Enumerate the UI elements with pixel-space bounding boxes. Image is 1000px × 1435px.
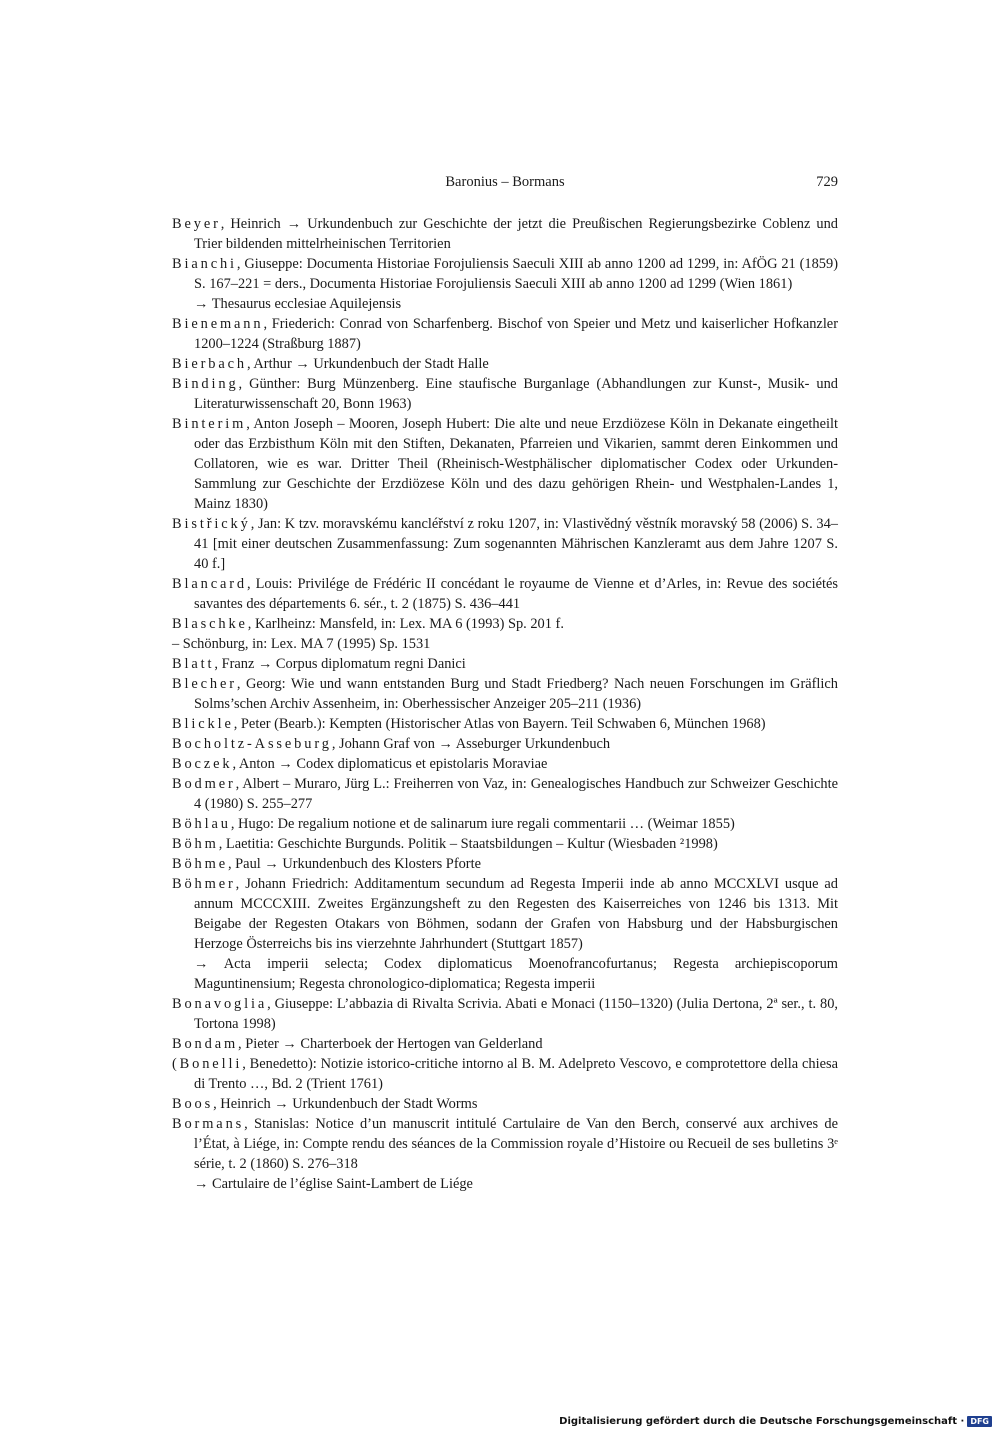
- bibliography-entry: [172, 714, 838, 734]
- cross-reference: → Cartulaire de l’église Saint-Lambert de Liége: [194, 1176, 473, 1192]
- bibliography-entry: [172, 1094, 838, 1114]
- author-name: Binding: [172, 376, 239, 392]
- entry-text: , Georg: Wie und wann entstanden Burg und Stadt Friedberg? Nach neuen Forschungen im Gräflich Solms’schen Archiv Assenheim, in: Oberhessischer Anzeiger 205–211 (1936): [194, 676, 838, 712]
- author-name: Bormans: [172, 1116, 245, 1132]
- entry-text: , Johann Graf von → Asseburger Urkundenbuch: [331, 736, 611, 752]
- author-name: Blickle: [172, 716, 234, 732]
- bibliography-entry: [172, 354, 838, 374]
- entry-text: , Louis: Privilége de Frédéric II concédant le royaume de Vienne et d’Arles, in: Revue des sociétés savantes des départements 6. sér., t. 2 (1875) S. 436–441: [194, 576, 838, 612]
- bibliography-entry: [172, 674, 838, 714]
- author-name: Binterim: [172, 416, 247, 432]
- entry-text: , Karlheinz: Mansfeld, in: Lex. MA 6 (1993) Sp. 201 f.: [247, 616, 564, 632]
- author-name: Blancard: [172, 576, 247, 592]
- bibliography-entry: [172, 1034, 838, 1054]
- entry-text: , Laetitia: Geschichte Burgunds. Politik – Staatsbildungen – Kultur (Wiesbaden ²1998): [218, 836, 718, 852]
- bibliography-entry: [172, 774, 838, 814]
- author-name: Boos: [172, 1096, 214, 1112]
- page-number: 729: [816, 174, 838, 190]
- bibliography-entry: [172, 414, 838, 514]
- bibliography-entry: [172, 754, 838, 774]
- author-name: Blecher: [172, 676, 237, 692]
- entry-text: , Arthur → Urkundenbuch der Stadt Halle: [246, 356, 489, 372]
- bibliography-entry: [172, 994, 838, 1034]
- entry-text: , Stanislas: Notice d’un manuscrit intitulé Cartulaire de Van den Berch, conservé aux archives de l’État, à Liége, in: Compte rendu des séances de la Commission royale d’Histoire ou Recueil de ses bulletins 3ᵉ série, t. 2 (1860) S. 276–318: [194, 1116, 838, 1172]
- bibliography-entry: [172, 214, 838, 254]
- running-header: [172, 174, 838, 196]
- entry-text: , Heinrich → Urkundenbuch der Stadt Worms: [213, 1096, 478, 1112]
- author-name: Beyer: [172, 216, 221, 232]
- entry-text: , Jan: K tzv. moravskému kancléřství z roku 1207, in: Vlastivědný věstník moravský 58 (2006) S. 34–41 [mit einer deutschen Zusammenfassung: Zum sogenannten Mährischen Kanzleramt aus dem Jahre 1207 S. 40 f.]: [194, 516, 838, 572]
- author-name: Boczek: [172, 756, 233, 772]
- bibliography-entry: [172, 634, 838, 654]
- bibliography-entry: [172, 614, 838, 634]
- entry-text: , Anton Joseph – Mooren, Joseph Hubert: Die alte und neue Erzdiözese Köln in Dekanate eingetheilt oder das Erzbisthum Köln mit den Stiften, Dekanaten, Pfarreien und Vikarien, sammt deren Einkommen und Collatoren, wie es war. Dritter Theil (Rheinisch-Westphälischer diplomatischer Codex oder Urkunden-Sammlung zur Geschichte der Erzdiözese Köln und des dazu gehörigen Rhein- und Westphalen-Landes 1, Mainz 1830): [194, 416, 838, 512]
- bibliography-entry: [172, 374, 838, 414]
- author-name: Bodmer: [172, 776, 236, 792]
- entry-text: , Friederich: Conrad von Scharfenberg. Bischof von Speier und Metz und kaiserlicher Hofkanzler 1200–1224 (Straßburg 1887): [194, 316, 838, 352]
- author-name: Böhmer: [172, 876, 236, 892]
- funding-footer: [559, 1416, 992, 1427]
- entry-text: , Pieter → Charterboek der Hertogen van Gelderland: [238, 1036, 543, 1052]
- bibliography-entry: [172, 574, 838, 614]
- entry-text: , Johann Friedrich: Additamentum secundum ad Regesta Imperii inde ab anno MCCXLVI usque ad annum MCCCXIII. Zweites Ergänzungsheft zu den Regesten des Kaiserreiches von 1246 bis 1313. Mit Beigabe der Regesten Otakars von Böhmen, sodann der Grafen von Habsburg und der Habsburgischen Herzoge Österreichs bis ins vierzehnte Jahrhundert (Stuttgart 1857): [194, 876, 838, 952]
- dfg-logo: DFG: [967, 1416, 992, 1427]
- bibliography-entry: [172, 314, 838, 354]
- bibliography-entry: [172, 294, 838, 314]
- entry-text: , Benedetto): Notizie istorico-critiche intorno al B. M. Adelpreto Vescovo, e comprotettore della chiesa di Trento …, Bd. 2 (Trient 1761): [194, 1056, 838, 1092]
- entry-text: , Hugo: De regalium notione et de salinarum iure regali commentarii … (Weimar 1855): [230, 816, 735, 832]
- author-name: Böhlau: [172, 816, 231, 832]
- author-name: Böhme: [172, 856, 228, 872]
- footer-text: Digitalisierung gefördert durch die Deutsche Forschungsgemeinschaft ·: [559, 1416, 965, 1427]
- author-name: Blatt: [172, 656, 215, 672]
- author-name: Bondam: [172, 1036, 239, 1052]
- entry-text: , Heinrich → Urkundenbuch zur Geschichte der jetzt die Preußischen Regierungsbezirke Coblenz und Trier bildenden mittelrheinischen Territorien: [194, 216, 838, 252]
- bibliography-entry: [172, 654, 838, 674]
- author-name: Bonavoglia: [172, 996, 268, 1012]
- running-title: Baronius – Bormans: [445, 174, 565, 190]
- entry-text: , Anton → Codex diplomaticus et epistolaris Moraviae: [232, 756, 548, 772]
- bibliography-entry: [172, 1054, 838, 1094]
- author-name: Blaschke: [172, 616, 248, 632]
- author-name: Bierbach: [172, 356, 247, 372]
- entry-text: – Schönburg, in: Lex. MA 7 (1995) Sp. 1531: [172, 636, 431, 652]
- entry-text: , Peter (Bearb.): Kempten (Historischer Atlas von Bayern. Teil Schwaben 6, München 1968): [233, 716, 766, 732]
- bibliography-entry: [172, 1114, 838, 1194]
- author-name: Bianchi: [172, 256, 237, 272]
- bibliography-entry: [172, 514, 838, 574]
- entry-text: , Albert – Muraro, Jürg L.: Freiherren von Vaz, in: Genealogisches Handbuch zur Schweizer Geschichte 4 (1980) S. 255–277: [194, 776, 838, 812]
- entry-text: , Giuseppe: Documenta Historiae Forojuliensis Saeculi XIII ab anno 1200 ad 1299, in: AfÖG 21 (1859) S. 167–221 = ders., Documenta Historiae Forojuliensis Saeculi XIII ab anno 1200 ad 1299 (Wien 1861): [194, 256, 838, 292]
- entry-text: , Günther: Burg Münzenberg. Eine staufische Burganlage (Abhandlungen zur Kunst-, Musik- und Literaturwissenschaft 20, Bonn 1963): [194, 376, 838, 412]
- author-name: Böhm: [172, 836, 219, 852]
- bibliography-entry: [172, 734, 838, 754]
- entry-text: → Thesaurus ecclesiae Aquilejensis: [194, 296, 402, 312]
- entry-text: , Giuseppe: L’abbazia di Rivalta Scrivia. Abati e Monaci (1150–1320) (Julia Dertona, 2ª ser., t. 80, Tortona 1998): [194, 996, 838, 1032]
- bibliography-entry: [172, 854, 838, 874]
- author-name: Bocholtz-Asseburg: [172, 736, 332, 752]
- author-name: Bistřický: [172, 516, 251, 532]
- entry-text: , Paul → Urkundenbuch des Klosters Pforte: [227, 856, 481, 872]
- bibliography-list: [172, 214, 838, 1194]
- bibliography-entry: [172, 814, 838, 834]
- author-name: Bienemann: [172, 316, 264, 332]
- cross-reference: → Acta imperii selecta; Codex diplomaticus Moenofrancofurtanus; Regesta archiepiscoporum Maguntinensium; Regesta chronologico-diplomatica; Regesta imperii: [194, 956, 838, 992]
- entry-text: , Franz → Corpus diplomatum regni Danici: [214, 656, 466, 672]
- bibliography-entry: [172, 254, 838, 294]
- bibliography-entry: [172, 874, 838, 994]
- author-name: (Bonelli: [172, 1056, 243, 1072]
- bibliography-entry: [172, 834, 838, 854]
